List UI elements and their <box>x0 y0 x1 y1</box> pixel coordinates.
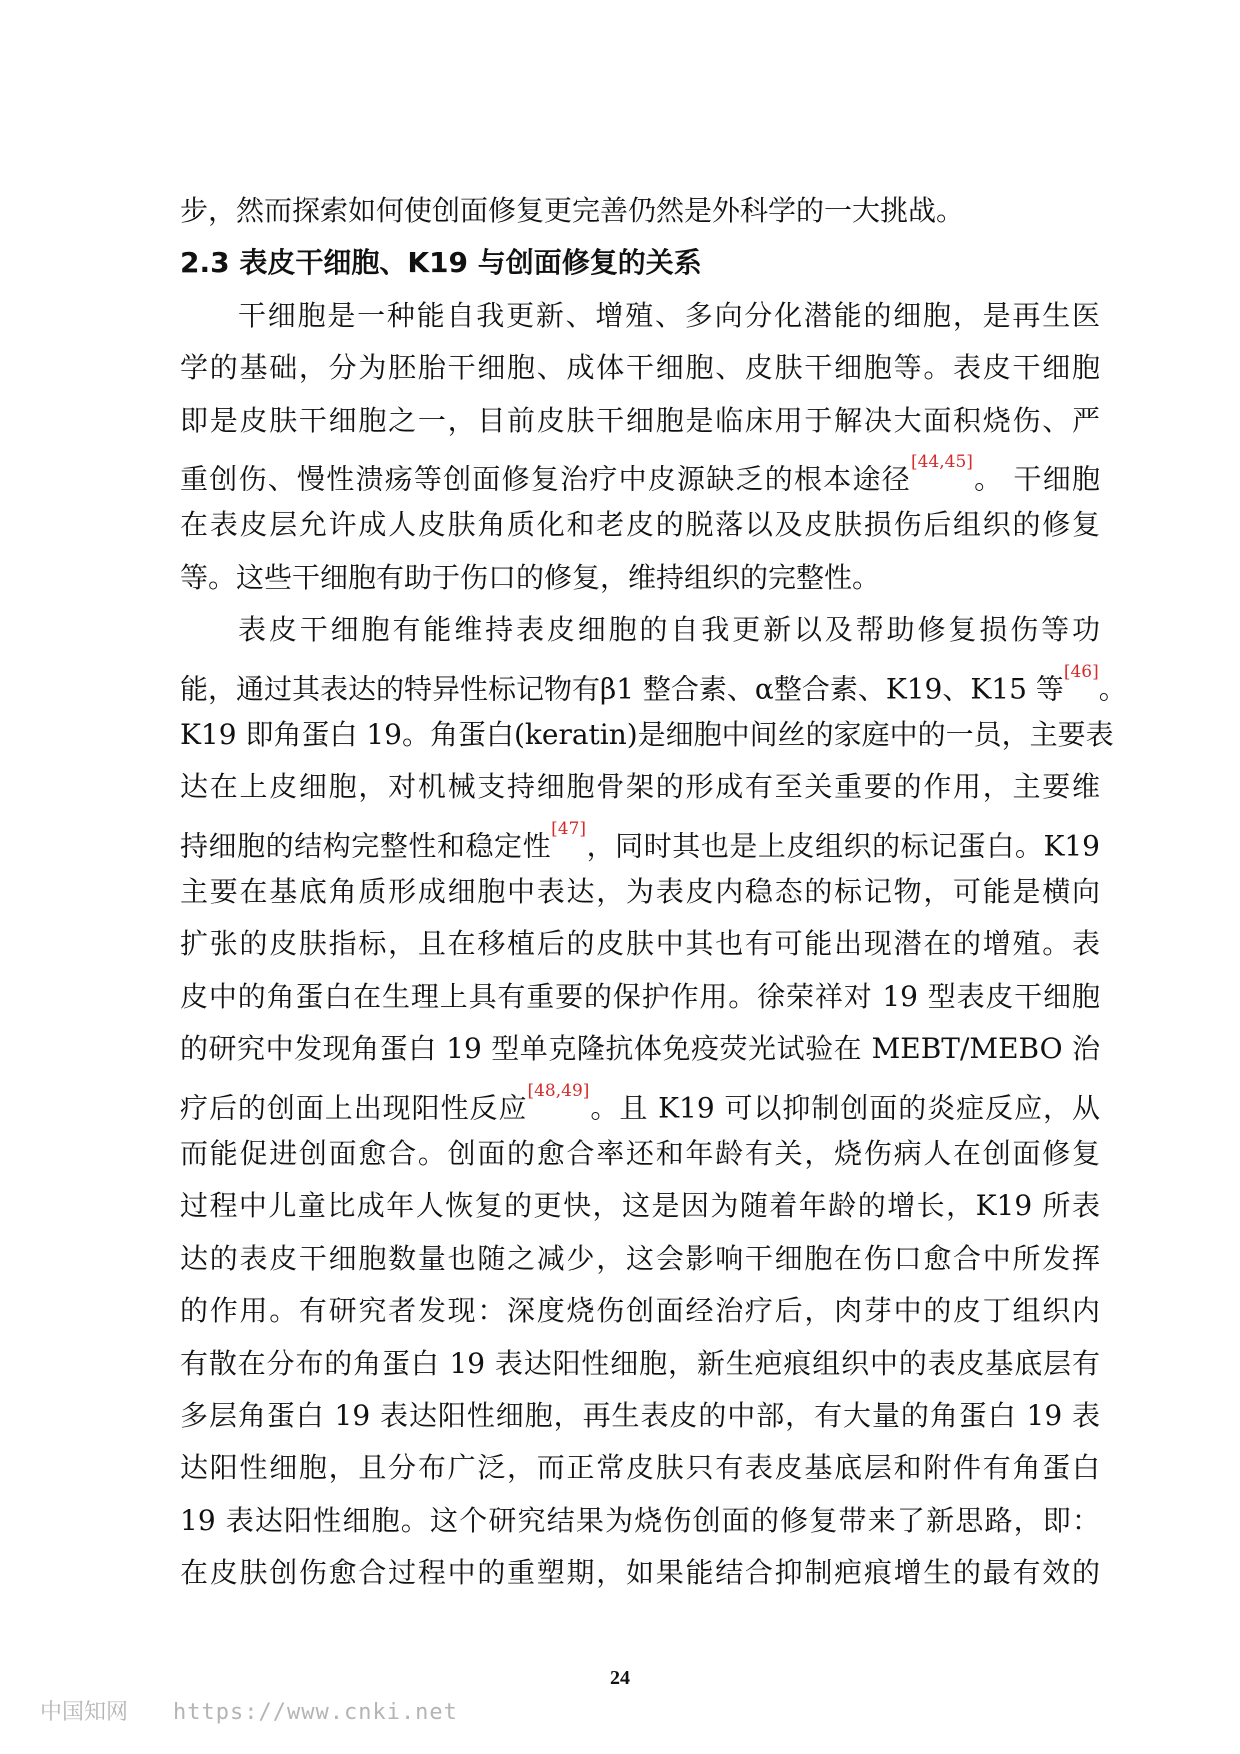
citation-ref: [46] <box>1063 661 1099 682</box>
text-line: 在皮肤创伤愈合过程中的重塑期，如果能结合抑制疤痕增生的最有效的 <box>180 1556 1100 1590</box>
text-line: K19 即角蛋白 19。角蛋白(keratin)是细胞中间丝的家庭中的一员，主要表 <box>180 717 1114 751</box>
text-line: 学的基础，分为胚胎干细胞、成体干细胞、皮肤干细胞等。表皮干细胞 <box>180 351 1100 385</box>
text-line: 的作用。有研究者发现：深度烧伤创面经治疗后，肉芽中的皮丁组织内 <box>180 1294 1100 1328</box>
text-line: 19 表达阳性细胞。这个研究结果为烧伤创面的修复带来了新思路，即： <box>180 1503 1100 1537</box>
text-line: 多层角蛋白 19 表达阳性细胞，再生表皮的中部，有大量的角蛋白 19 表 <box>180 1398 1100 1432</box>
text-line: 干细胞是一种能自我更新、增殖、多向分化潜能的细胞，是再生医 <box>238 298 1100 332</box>
citation-ref: [44,45] <box>910 451 973 472</box>
section-heading: 2.3 表皮干细胞、K19 与创面修复的关系 <box>180 246 702 280</box>
watermark-url: https://www.cnki.net <box>173 1700 458 1725</box>
watermark-logo: 中国知网 <box>40 1700 129 1725</box>
text-line: 的研究中发现角蛋白 19 型单克隆抗体免疫荧光试验在 MEBT/MEBO 治 <box>180 1032 1100 1066</box>
text-line: 即是皮肤干细胞之一，目前皮肤干细胞是临床用于解决大面积烧伤、严 <box>180 403 1100 437</box>
text-line: 过程中儿童比成年人恢复的更快，这是因为随着年龄的增长，K19 所表 <box>180 1189 1100 1223</box>
text-line: 而能促进创面愈合。创面的愈合率还和年龄有关，烧伤病人在创面修复 <box>180 1137 1100 1171</box>
text-line: 重创伤、慢性溃疡等创面修复治疗中皮源缺乏的根本途径[44,45]。 干细胞 <box>180 451 1100 496</box>
text-line: 步，然而探索如何使创面修复更完善仍然是外科学的一大挑战。 <box>180 194 965 227</box>
page-number: 24 <box>610 1667 630 1689</box>
text-line: 达在上皮细胞，对机械支持细胞骨架的形成有至关重要的作用，主要维 <box>180 770 1100 804</box>
body-text <box>180 185 1127 1600</box>
text-line: 扩张的皮肤指标，且在移植后的皮肤中其也有可能出现潜在的增殖。表 <box>180 927 1100 961</box>
text-line: 在表皮层允许成人皮肤角质化和老皮的脱落以及皮肤损伤后组织的修复 <box>180 508 1100 542</box>
text-line: 皮中的角蛋白在生理上具有重要的保护作用。徐荣祥对 19 型表皮干细胞 <box>180 979 1100 1013</box>
text-line: 主要在基底角质形成细胞中表达，为表皮内稳态的标记物，可能是横向 <box>180 875 1100 909</box>
text-line: 达的表皮干细胞数量也随之减少，这会影响干细胞在伤口愈合中所发挥 <box>180 1241 1100 1275</box>
text-line: 表皮干细胞有能维持表皮细胞的自我更新以及帮助修复损伤等功 <box>238 613 1100 647</box>
text-line: 持细胞的结构完整性和稳定性[47]，同时其也是上皮组织的标记蛋白。K19 <box>180 818 1100 863</box>
text-line: 达阳性细胞，且分布广泛，而正常皮肤只有表皮基底层和附件有角蛋白 <box>180 1451 1100 1485</box>
text-line: 疗后的创面上出现阳性反应[48,49]。且 K19 可以抑制创面的炎症反应，从 <box>180 1080 1100 1124</box>
citation-ref: [47] <box>551 818 587 839</box>
text-line: 有散在分布的角蛋白 19 表达阳性细胞，新生疤痕组织中的表皮基底层有 <box>180 1346 1100 1380</box>
watermark <box>40 1695 458 1726</box>
text-line: 等。这些干细胞有助于伤口的修复，维持组织的完整性。 <box>180 560 881 594</box>
text-line: 能，通过其表达的特异性标记物有β1 整合素、α整合素、K19、K15 等[46]。 <box>180 661 1127 705</box>
citation-ref: [48,49] <box>527 1080 590 1101</box>
